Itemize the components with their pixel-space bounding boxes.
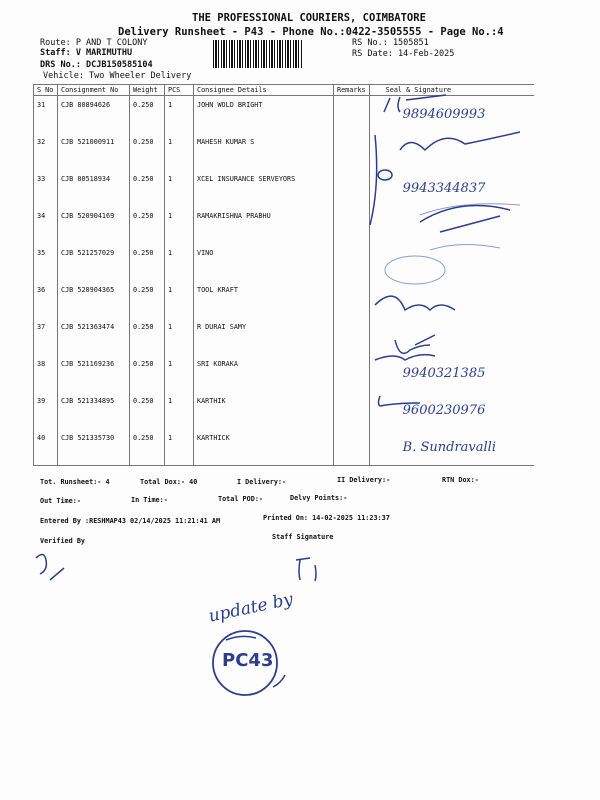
serial-no: 32 <box>34 133 58 170</box>
consignment-no: CJB 80518934 <box>58 170 130 207</box>
printed-on: Printed On: 14-02-2025 11:23:37 <box>263 514 390 522</box>
i-delivery: I Delivery:- <box>237 478 287 486</box>
handwritten-note: 9943344837 <box>402 180 486 196</box>
consignment-no: CJB 520904169 <box>58 207 130 244</box>
consignee-name: SRI KORAKA <box>194 355 334 392</box>
staff: Staff: V MARIMUTHU <box>40 48 133 58</box>
pcs: 1 <box>165 355 194 392</box>
serial-no: 35 <box>34 244 58 281</box>
col-remarks: Remarks <box>334 85 370 96</box>
consignee-name: KARTHICK <box>194 429 334 466</box>
weight: 0.250 <box>130 207 165 244</box>
serial-no: 36 <box>34 281 58 318</box>
serial-no: 38 <box>34 355 58 392</box>
tot-runsheet: Tot. Runsheet:- 4 <box>40 478 110 486</box>
col-consignment: Consignment No <box>58 85 130 96</box>
weight: 0.250 <box>130 96 165 133</box>
rtn-dox: RTN Dox:- <box>442 476 479 484</box>
weight: 0.250 <box>130 355 165 392</box>
rs-date: RS Date: 14-Feb-2025 <box>352 49 455 59</box>
runsheet-subtitle: Delivery Runsheet - P43 - Phone No.:0422-3505555 - Page No.:4 <box>118 26 504 38</box>
weight: 0.250 <box>130 281 165 318</box>
consignee-name: XCEL INSURANCE SERVEYORS <box>194 170 334 207</box>
update-by-note: update by <box>206 589 295 627</box>
handwritten-note: 9894609993 <box>402 107 486 122</box>
consignment-no: CJB 521257029 <box>58 244 130 281</box>
drs-no: DRS No.: DCJB150585104 <box>40 60 153 70</box>
weight: 0.250 <box>130 429 165 466</box>
consignee-name: R DURAI SAMY <box>194 318 334 355</box>
consignee-name: KARTHIK <box>194 392 334 429</box>
pcs: 1 <box>165 244 194 281</box>
ii-delivery: II Delivery:- <box>337 476 391 484</box>
pcs: 1 <box>165 318 194 355</box>
staff-signature <box>296 558 316 581</box>
serial-no: 39 <box>34 392 58 429</box>
route: Route: P AND T COLONY <box>40 38 148 48</box>
consignee-name: JOHN WOLD BRIGHT <box>194 96 334 133</box>
consignment-no: CJB 80894626 <box>58 96 130 133</box>
rs-no: RS No.: 1505851 <box>352 38 429 48</box>
consignee-name: MAHESH KUMAR S <box>194 133 334 170</box>
pcs: 1 <box>165 429 194 466</box>
signature-39 <box>379 396 421 406</box>
pcs: 1 <box>165 133 194 170</box>
col-weight: Weight <box>130 85 165 96</box>
handwritten-note: 9940321385 <box>402 365 486 381</box>
verified-by: Verified By <box>40 537 86 545</box>
pc43-stamp: PC43 <box>222 650 274 671</box>
serial-no: 33 <box>34 170 58 207</box>
pcs: 1 <box>165 281 194 318</box>
consignment-no: CJB 521335730 <box>58 429 130 466</box>
weight: 0.250 <box>130 318 165 355</box>
weight: 0.250 <box>130 244 165 281</box>
consignee-name: VINO <box>194 244 334 281</box>
total-pod: Total POD:- <box>218 495 264 503</box>
staff-signature-label: Staff Signature <box>272 533 334 541</box>
vehicle: Vehicle: Two Wheeler Delivery <box>43 71 192 81</box>
handwritten-note: B. Sundravalli <box>402 439 496 455</box>
signature-38 <box>375 355 435 360</box>
pcs: 1 <box>165 96 194 133</box>
entered-by: Entered By :RESHMAP43 02/14/2025 11:21:41 AM <box>40 517 221 525</box>
serial-no: 40 <box>34 429 58 466</box>
serial-no: 34 <box>34 207 58 244</box>
signature-34 <box>420 206 510 232</box>
col-seal: Seal & Signature <box>369 85 534 96</box>
out-time: Out Time:- <box>40 497 81 505</box>
signature-31 <box>384 95 446 112</box>
col-sno: S No <box>34 85 58 96</box>
weight: 0.250 <box>130 392 165 429</box>
signature-33 <box>378 170 392 180</box>
serial-no: 31 <box>34 96 58 133</box>
pcs: 1 <box>165 207 194 244</box>
signature-37 <box>395 335 435 353</box>
handwritten-note: 9600230976 <box>402 402 486 418</box>
company-title: THE PROFESSIONAL COURIERS, COIMBATORE <box>192 12 426 24</box>
weight: 0.250 <box>130 133 165 170</box>
consignment-no: CJB 520904365 <box>58 281 130 318</box>
in-time: In Time:- <box>131 496 168 504</box>
col-pcs: PCS <box>165 85 194 96</box>
delvy-points: Delvy Points:- <box>290 494 348 502</box>
consignment-no: CJB 521334895 <box>58 392 130 429</box>
total-dox: Total Dox:- 40 <box>140 478 198 486</box>
consignee-name: RAMAKRISHNA PRABHU <box>194 207 334 244</box>
consignee-name: TOOL KRAFT <box>194 281 334 318</box>
consignment-no: CJB 521169236 <box>58 355 130 392</box>
pcs: 1 <box>165 170 194 207</box>
verified-signature <box>36 554 64 580</box>
pcs: 1 <box>165 392 194 429</box>
serial-no: 37 <box>34 318 58 355</box>
weight: 0.250 <box>130 170 165 207</box>
col-consignee: Consignee Details <box>194 85 334 96</box>
consignment-no: CJB 521000911 <box>58 133 130 170</box>
consignment-no: CJB 521363474 <box>58 318 130 355</box>
signature-36 <box>375 296 455 310</box>
